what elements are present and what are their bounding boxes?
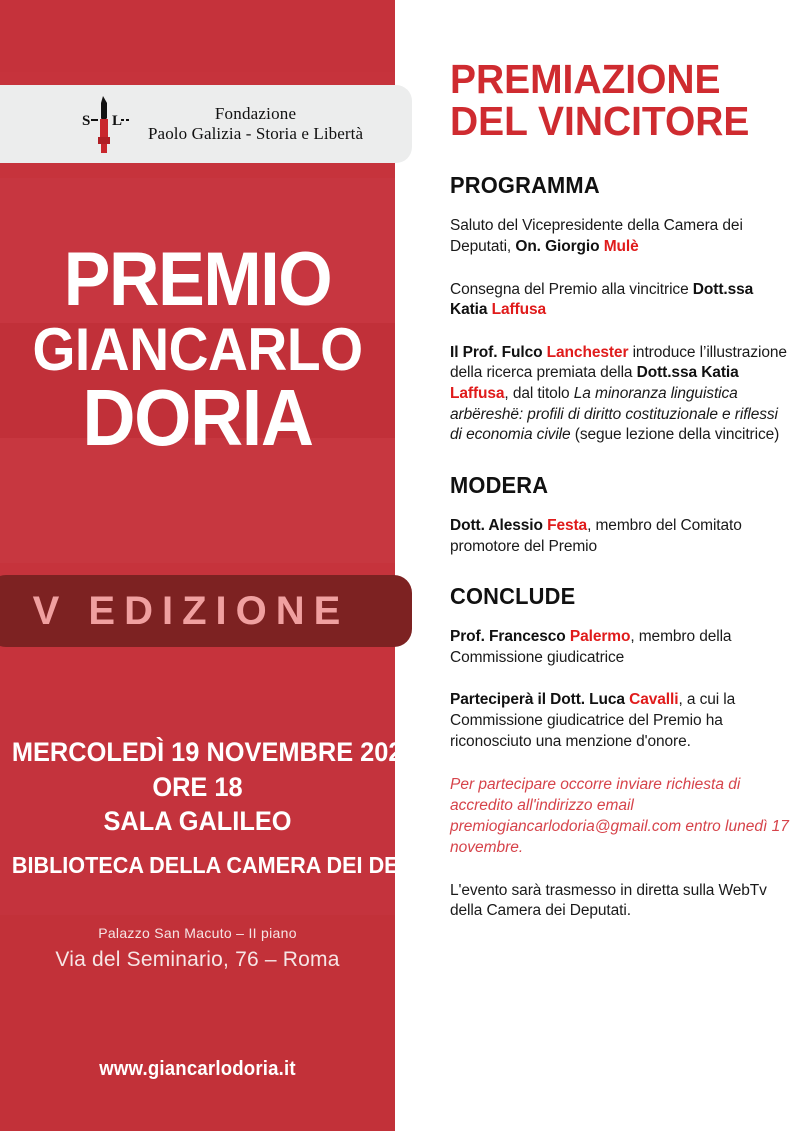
page-headline: [450, 56, 773, 145]
venue-building: Palazzo San Macuto – II piano: [98, 925, 297, 941]
item3-text-h: (segue lezione della vincitrice): [570, 426, 780, 444]
item3-red-e: Laffusa: [450, 385, 505, 403]
website-url[interactable]: www.giancarlodoria.it: [99, 1058, 296, 1080]
program-item-2: [450, 280, 790, 321]
item2-red-c: Laffusa: [491, 301, 547, 319]
item4-text-c: , membro del Comitato promotore del Premio: [450, 516, 742, 555]
svg-text:L: L: [112, 113, 123, 129]
program-item-6: [450, 690, 790, 752]
item3-text-f: , dal titolo: [504, 385, 574, 403]
event-room: SALA GALILEO: [103, 806, 292, 837]
item5-red-b: Palermo: [569, 628, 631, 646]
pen-quill-emblem: [72, 93, 138, 155]
item4-bold-a: Dott. Alessio: [450, 516, 548, 534]
item6-text-c: , a cui la Commissione giudicatrice del Premio ha riconosciuto una menzione d'onore.: [450, 691, 736, 750]
accreditation-note: Per partecipare occorre inviare richiesta di accredito all'indirizzo email premiogiancarlodoria@gmail.com entro lunedì 17 novembre.: [450, 776, 789, 857]
program-item-1: [450, 216, 790, 257]
item4-red-b: Festa: [547, 516, 588, 534]
research-title: La minoranza linguistica arbëreshë: profili di diritto costituzionale e riflessi di economia civile: [450, 385, 778, 444]
edition-band: [0, 575, 412, 647]
venue-address: [0, 925, 395, 972]
item2-bold-b: Dott.ssa Katia: [450, 280, 754, 319]
foundation-name: [148, 104, 363, 144]
edition-label: V EDIZIONE: [32, 588, 350, 633]
event-time: ORE 18: [152, 771, 243, 802]
title-line-doria: DORIA: [82, 373, 313, 463]
venue-street: Via del Seminario, 76 – Roma: [55, 948, 340, 971]
prize-title: [0, 237, 395, 463]
event-details: [0, 735, 474, 880]
item1-bold-b: On. Giorgio: [515, 238, 604, 256]
broadcast-note: L'evento sarà trasmesso in diretta sulla WebTv della Camera dei Deputati.: [450, 881, 767, 920]
item1-red-c: Mulè: [603, 238, 639, 256]
headline-line-2: DEL VINCITORE: [450, 98, 750, 145]
foundation-line-1: Fondazione: [214, 103, 297, 123]
svg-text:S: S: [82, 113, 91, 129]
item6-red-b: Cavalli: [629, 691, 679, 709]
item5-bold-a: Prof. Francesco: [450, 628, 570, 646]
section-heading-modera: MODERA: [450, 471, 549, 498]
section-heading-conclude: CONCLUDE: [450, 583, 576, 610]
item6-bold-a: Parteciperà il Dott. Luca: [450, 691, 630, 709]
item3-red-b: Lanchester: [546, 343, 629, 361]
item1-text-a: Saluto del Vicepresidente della Camera dei Deputati,: [450, 217, 743, 256]
program-item-4: [450, 516, 790, 557]
event-date: MERCOLEDÌ 19 NOVEMBRE 2025: [11, 737, 417, 767]
item2-text-a: Consegna del Premio alla vincitrice: [450, 280, 693, 298]
foundation-logo-bar: [0, 85, 412, 163]
section-heading-programma: PROGRAMMA: [450, 172, 600, 199]
headline-line-1: PREMIAZIONE: [450, 56, 721, 102]
program-column: [450, 0, 790, 1131]
event-venue-name: BIBLIOTECA DELLA CAMERA DEI DEPUTATI: [11, 851, 474, 878]
foundation-line-2: Paolo Galizia - Storia e Libertà: [148, 124, 364, 143]
title-line-giancarlo: GIANCARLO: [32, 315, 363, 383]
program-item-5: [450, 627, 790, 668]
item3-bold-d: Dott.ssa Katia: [636, 364, 739, 382]
item3-bold-a: Il Prof. Fulco: [450, 343, 547, 361]
item3-text-c: introduce l’illustrazione della ricerca premiata della: [450, 343, 787, 382]
program-item-3: [450, 343, 790, 446]
title-line-premio: PREMIO: [63, 237, 332, 322]
tonal-band: [0, 0, 395, 72]
item5-text-c: , membro della Commissione giudicatrice: [450, 628, 732, 666]
